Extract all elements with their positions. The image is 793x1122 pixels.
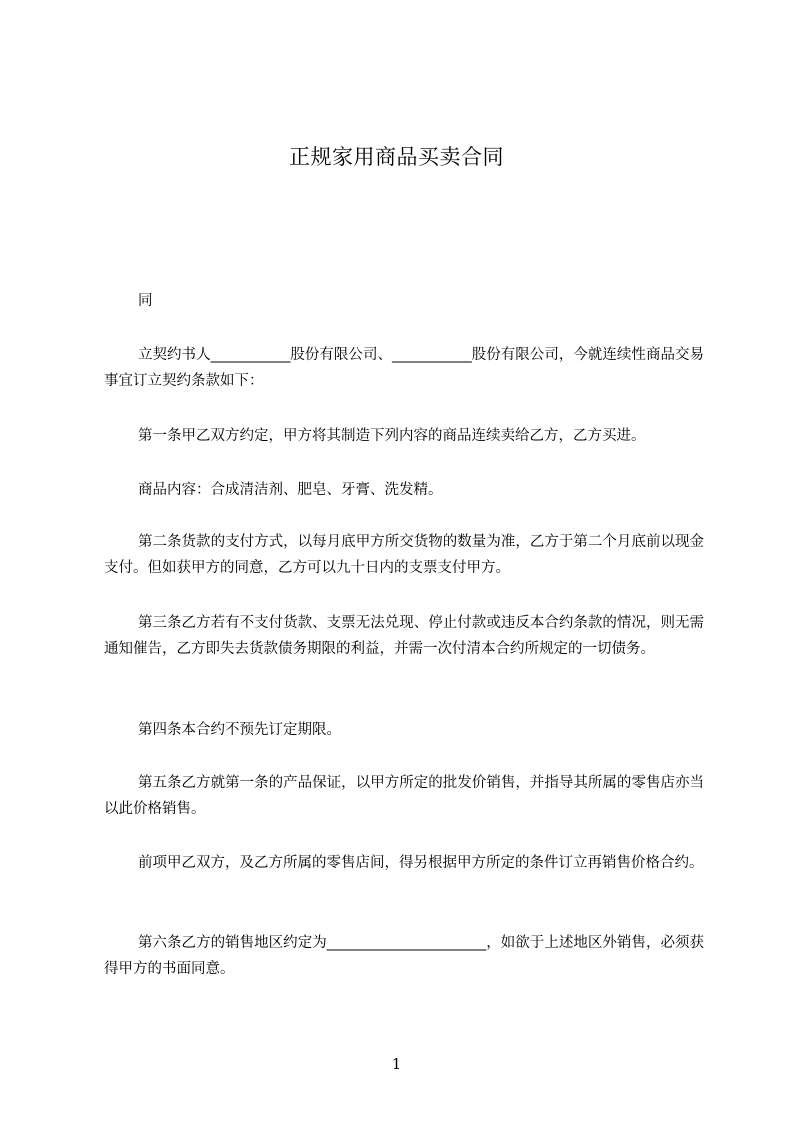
page-number: 1 [391, 1055, 402, 1073]
paragraph-article-1: 第一条甲乙双方约定，甲方将其制造下列内容的商品连续卖给乙方，乙方买进。 [138, 428, 646, 444]
document-title: 正规家用商品买卖合同 [289, 145, 504, 169]
paragraph-article-5-clause: 前项甲乙双方，及乙方所属的零售店间，得另根据甲方所定的条件订立再销售价格合约。 [138, 855, 704, 871]
paragraph-salutation: 同 [138, 293, 153, 309]
paragraph-article-5: 第五条乙方就第一条的产品保证，以甲方所定的批发价销售，并指导其所属的零售店亦当以此价格销售。 [104, 775, 704, 817]
paragraph-goods-content: 商品内容：合成清洁剂、肥皂、牙膏、洗发精。 [138, 482, 443, 498]
paragraph-article-3: 第三条乙方若有不支付货款、支票无法兑现、停止付款或违反本合约条款的情况，则无需通知催告，乙方即失去货款债务期限的利益，并需一次付清本合约所规定的一切债务。 [104, 615, 704, 657]
paragraph-article-6: 第六条乙方的销售地区约定为______________________，如欲于上述地区外销售，必须获得甲方的书面同意。 [104, 935, 704, 977]
paragraph-article-4: 第四条本合约不预先订定期限。 [138, 722, 341, 738]
paragraph-article-2: 第二条货款的支付方式，以每月底甲方所交货物的数量为准，乙方于第二个月底前以现金支付。但如获甲方的同意，乙方可以九十日内的支票支付甲方。 [104, 534, 704, 576]
paragraph-preamble: 立契约书人___________股份有限公司、___________股份有限公司，今就连续性商品交易事宜订立契约条款如下： [104, 347, 704, 389]
